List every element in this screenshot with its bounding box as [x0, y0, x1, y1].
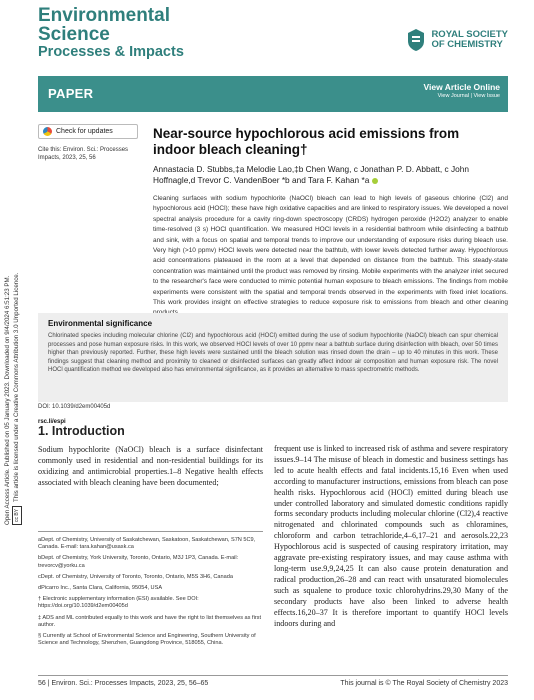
journal-header [38, 6, 508, 68]
env-significance-title: Environmental significance [48, 319, 153, 328]
journal-title-line2: Science [38, 24, 110, 45]
right-column [274, 444, 508, 629]
footnote-current-address: § Currently at School of Environmental Science and Engineering, Southern University of Science and Technology, Shenzhen, Guangdong Province, 518055, China. [38, 633, 256, 647]
publisher-name: ROYAL SOCIETY OF CHEMISTRY [431, 29, 508, 50]
open-access-line2: This article is licensed under a Creative Commons Attribution 3.0 Unported Licence. [13, 272, 20, 502]
orcid-icon[interactable] [372, 178, 378, 184]
footnote-affiliation-a: aDept. of Chemistry, University of Saskatchewan, Saskatoon, Saskatchewan, S7N 5C9, Canada. E-mail: tara.kahan@usask.ca [38, 537, 256, 551]
footnote-esi[interactable]: † Electronic supplementary information (ESI) available. See DOI: https://doi.org/10.1039/d2em00405d [38, 596, 199, 610]
open-access-text [4, 130, 28, 525]
article-type-band [38, 76, 508, 112]
author-list [153, 164, 508, 186]
check-for-updates-label: Check for updates [56, 128, 113, 135]
rsc-logo-icon [406, 28, 426, 52]
environmental-significance-box [38, 313, 508, 402]
crossmark-icon [43, 127, 52, 136]
abstract: Cleaning surfaces with sodium hypochlorite (NaOCl) bleach can lead to high levels of gaseous chlorine (Cl2) and hypochlorous acid (HOCl); these have high oxidative capacities and are linked to respiratory issues. We developed a novel spectral analysis procedure for a cavity ring-down spectroscopy (CRDS) hydrogen peroxide (H2O2) analyzer to enable time-resolved (3 s) HOCl quantification. We measured HOCl levels in a residential bathroom while disinfecting a bathtub and sink, with a focus on spatial and temporal trends to improve our understanding of exposure risks during bleach use. Very high (>10 ppmv) HOCl levels were detected near the bathtub, with lower levels detected further away. Hypochlorous acid concentrations plateaued in the room at a level that depended on distance from the bathtub. This steady-state concentration was maintained until the product was removed by rinsing. Mobile experiments with the analyzer inlet secured to the researcher's face were conducted to mimic potential human exposure to bleach emissions. The findings from mobile experiments were consistent with the spatial and temporal trends observed in the experiments with fixed inlet locations. This work provides insight on effective strategies to reduce exposure risk to emissions from bleach and other cleaning [153, 195, 508, 307]
check-for-updates-button[interactable] [38, 124, 138, 139]
journal-title-line3: Processes & Impacts [38, 44, 184, 60]
footer-citation: 56 | Environ. Sci.: Processes Impacts, 2023, 25, 56–65 [38, 680, 209, 687]
rsc-logo-block[interactable] [406, 28, 508, 52]
journal-short-link[interactable]: rsc.li/espi [38, 418, 66, 425]
footnote-affiliation-b: bDept. of Chemistry, York University, Toronto, Ontario, M3J 1P3, Canada. E-mail: trevorcv@yorku.ca [38, 555, 239, 569]
open-access-strip [4, 130, 28, 525]
footer-copyright: This journal is © The Royal Society of Chemistry 2023 [340, 680, 508, 687]
view-online-block [423, 82, 500, 99]
journal-issue-links[interactable]: View Journal | View Issue [437, 93, 500, 99]
footnote-affiliation-d: dPicarro Inc., Santa Clara, California, 95054, USA [38, 585, 163, 592]
journal-title-line1: Environmental [38, 5, 170, 26]
author-names: Annastacia D. Stubbs,‡a Melodie Lao,‡b Chen Wang, c Jonathan P. D. Abbatt, c John Hoffnagle,d Trevor C. VandenBoer *b and Tara F. Kahan *a [153, 164, 469, 185]
intro-paragraph-left: Sodium hypochlorite (NaOCl) bleach is a surface disinfectant commonly used in residential and non-residential buildings for its oxidizing and antimicrobial properties.1–8 Negative health effects associated with bleach cleaning have been documented; [38, 445, 263, 487]
intro-paragraph-right: frequent use is linked to increased risk of asthma and severe respiratory issues.9–14 The misuse of bleach in domestic and business settings has led to acute health effects and fatal incidents.15,16 Even when used according to manufacturer instructions, emissions from bleach can pose health risks. Hypochlorous acid (HOCl) emitted during bleach use under controlled laboratory and simulated domestic conditions rapidly forms secondary products including molecular chlorine (Cl2),4 reactive nitrogenated and chlorinated compounds such as chloramines, chloroform and carbon tetrachloride,4–6,17–21 and aerosols.22,23 Hypochlorous acid is suspected of causing respiratory irritation, may aggravate pre-existing respiratory issues, and may cause asthma with long-term use.9,9,24,25 It can also cause protein denaturation and radical production,26–28 and can react with unsaturated biomolecules such as squalene to produce toxic chlorohydrins.29,30 Many of the secondary products have also been linked to adverse health effects.16,20–37 It is therefore important to quantify HOCl levels indoors during and [274, 444, 508, 628]
env-significance-text: Chlorinated species including molecular chlorine (Cl2) and hypochlorous acid (HOCl) emitted during the use of sodium hypochlorite (NaOCl) bleach can spur chemical processes and pose human exposure risks. In this work, we observed HOCl levels of over 10 ppmv near a bathtub surface during disinfection with bleach, over 50 times higher than previously reported. Further, these high levels were sustained until the bleach solution was rinsed down the drain – up to 40 minutes in this work. These findings suggest that cleaning method and proximity to cleaned or disinfected surfaces can greatly affect indoor air composition and human exposure risk. The novel HOCl quantification method we developed also has environmental significance, as it provides an alternative to mass spectrometric methods. [48, 333, 498, 374]
article-title: Near-source hypochlorous acid emissions from indoor bleach cleaning† [153, 126, 460, 157]
footnote-affiliation-c: cDept. of Chemistry, University of Toronto, Toronto, Ontario, M5S 3H6, Canada [38, 573, 233, 580]
section-heading-introduction: 1. Introduction [38, 424, 125, 438]
doi[interactable]: DOI: 10.1039/d2em00405d [38, 404, 111, 411]
footnote-equal-contribution: ‡ ADS and ML contributed equally to this work and have the right to list themselves as first author. [38, 614, 262, 628]
left-column [38, 424, 263, 489]
article-type-label: PAPER [48, 86, 94, 101]
citation: Cite this: Environ. Sci.: Processes Impacts, 2023, 25, 56 [38, 147, 129, 161]
view-article-online-link[interactable]: View Article Online [423, 82, 500, 92]
footnotes [38, 531, 263, 651]
cc-license-icon[interactable]: cc BY [12, 506, 22, 525]
page-footer [38, 675, 508, 687]
open-access-line1: Open Access Article. Published on 05 January 2023. Downloaded on 9/4/2024 6:51:23 PM. [4, 275, 11, 525]
